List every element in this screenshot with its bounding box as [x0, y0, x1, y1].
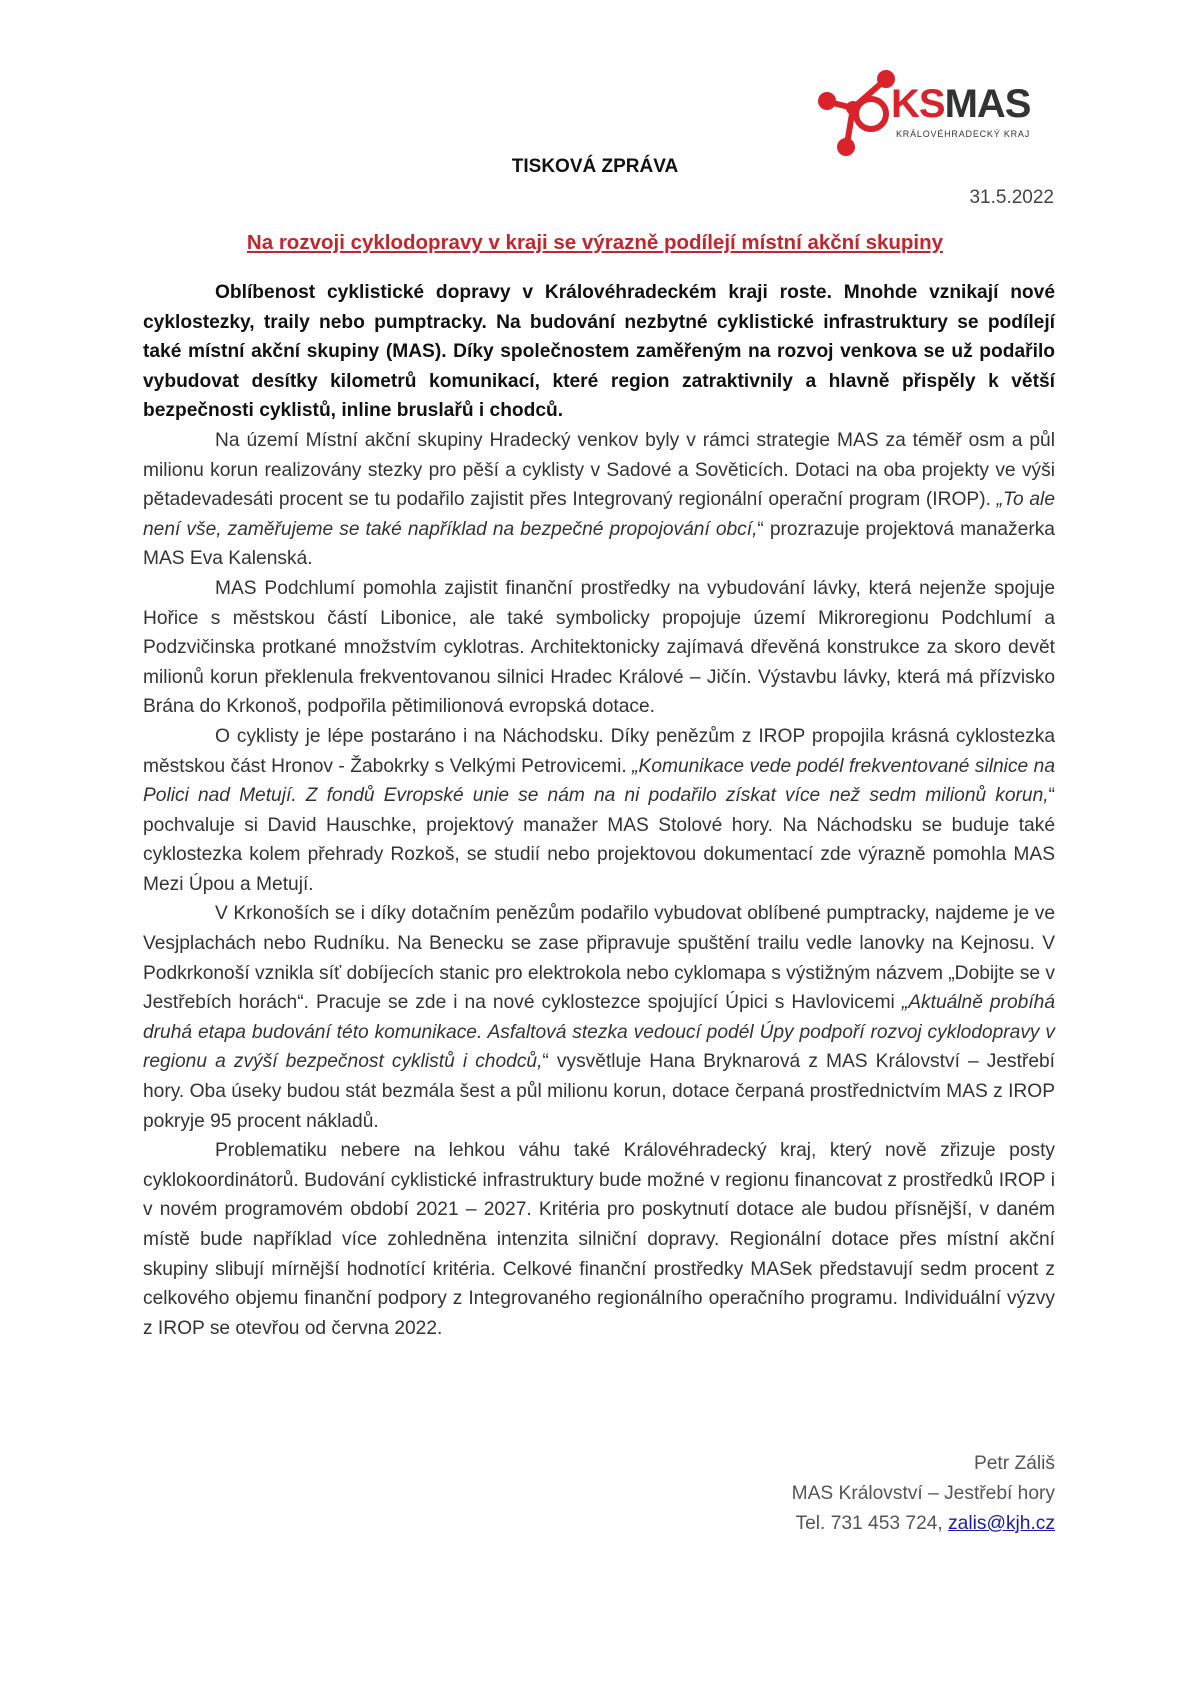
article-title: Na rozvoji cyklodopravy v kraji se výrazně podílejí místní akční skupiny [246, 231, 944, 254]
signature-org: MAS Království – Jestřebí hory [791, 1483, 1055, 1504]
document-date: 31.5.2022 [969, 187, 1054, 208]
logo-subtitle: KRÁLOVÉHRADECKÝ KRAJ [896, 129, 1031, 139]
logo-wordmark: KSMAS [891, 82, 1031, 126]
paragraph-podchlumi: MAS Podchlumí pomohla zajistit finanční prostředky na vybudování lávky, která nejenže spojuje Hořice s městskou částí Libonice, ale také symbolicky propojuje území Mikroregionu Podchlumí a Podzvičinska protkané množstvím cyklotras. Architektonicky zajímavá dřevěná konstrukce za skoro devět milionů korun překlenula frekventovanou silnici Hradec Králové – Jičín. Výstavbu lávky, která má přízvisko Brána do Krkonoš, podpořila pětimilionová evropská dotace. [143, 577, 1055, 718]
paragraph-kraj: Problematiku nebere na lehkou váhu také Královéhradecký kraj, který nově zřizuje posty cyklokoordinátorů. Budování cyklistické infrastruktury bude možné v regionu financovat z prostředků IROP i v novém programovém období 2021 – 2027. Kritéria pro poskytnutí dotace ale budou přísnější, v daném místě bude například více zohledněna intenzita silniční dopravy. Regionální dotace přes místní akční skupiny slibují mírnější hodnotící kritéria. Celkové finanční prostředky MASek představují sedm procent z celkového objemu finanční podpory z Integrovaného regionálního operačního programu. Individuální výzvy z IROP se otevřou od června 2022. [143, 1140, 1055, 1339]
paragraph-nachodsko: O cyklisty je lépe postaráno i na Náchodsku. Díky penězům z IROP propojila krásná cyklostezka městskou část Hronov - Žabokrky s Velkými Petrovicemi. „Komunikace vede podél frekventované silnice na Polici nad Metují. Z fondů Evropské unie se nám na ni podařilo získat více než sedm milionů korun,“ pochvaluje si David Hauschke, projektový manažer MAS Stolové hory. Na Náchodsku se buduje také cyklostezka kolem přehrady Rozkoš, se studií nebo projektovou dokumentací zde výrazně pomohla MAS Mezi Úpou a Metují. [143, 725, 1055, 895]
signature-block [792, 1449, 1055, 1539]
paragraph-hradecky-venkov: Na území Místní akční skupiny Hradecký venkov byly v rámci strategie MAS za téměř osm a půl milionu korun realizovány stezky pro pěší a cyklisty v Sadové a Sověticích. Dotaci na oba projekty ve výši pětadevadesáti procent se tu podařilo zajistit přes Integrovaný regionální operační program (IROP). „To ale není vše, zaměřujeme se také například na bezpečné propojování obcí,“ prozrazuje projektová manažerka MAS Eva Kalenská. [143, 429, 1055, 570]
phone-number: Tel. 731 453 724, [795, 1513, 949, 1534]
signature-name: Petr Záliš [973, 1453, 1055, 1474]
signature-contact [792, 1509, 1055, 1539]
article-body [143, 278, 1055, 1343]
quote: „Komunikace vede podél frekventované silnice na Polici nad Metují. Z fondů Evropské unie se nám na ni podařilo získat více než sedm milionů korun, [143, 755, 1055, 807]
lead-paragraph: Oblíbenost cyklistické dopravy v Královéhradeckém kraji roste. Mnohde vznikají nové cyklostezky, traily nebo pumptracky. Na budování nezbytné cyklistické infrastruktury se podílejí také místní akční skupiny (MAS). Díky společnostem zaměřeným na rozvoj venkova se už podařilo vybudovat desítky kilometrů komunikací, které region zatraktivnily a hlavně přispěly k větší bezpečnosti cyklistů, inline bruslařů i chodců. [143, 282, 1055, 422]
quote: „To ale není vše, zaměřujeme se také například na bezpečné propojování obcí, [143, 489, 1055, 540]
paragraph-krkonose: V Krkonoších se i díky dotačním penězům podařilo vybudovat oblíbené pumptracky, najdeme je ve Vesjplachách nebo Rudníku. Na Benecku se zase připravuje spuštění trailu vedle lanovky na Kejnosu. V Podkrkonoší vznikla síť dobíjecích stanic pro elektrokola nebo cyklomapa s výstižným názvem „Dobijte se v Jestřebích horách“. Pracuje se zde i na nové cyklostezce spojující Úpici s Havlovicemi „Aktuálně probíhá druhá etapa budování této komunikace. Asfaltová stezka vedoucí podél Úpy podpoří rozvoj cyklodopravy v regionu a zvýší bezpečnost cyklistů i chodců,“ vysvětluje Hana Bryknarová z MAS Království – Jestřebí hory. Oba úseky budou stát bezmála šest a půl milionu korun, dotace čerpaná prostřednictvím MAS z IROP pokryje 95 procent nákladů. [143, 903, 1055, 1132]
document-heading: TISKOVÁ ZPRÁVA [511, 156, 679, 177]
quote: „Aktuálně probíhá druhá etapa budování této komunikace. Asfaltová stezka vedoucí podél Úpy podpoří rozvoj cyklodopravy v regionu a zvýší bezpečnost cyklistů i chodců, [143, 992, 1055, 1073]
email-link[interactable]: zalis@kjh.cz [948, 1513, 1055, 1534]
